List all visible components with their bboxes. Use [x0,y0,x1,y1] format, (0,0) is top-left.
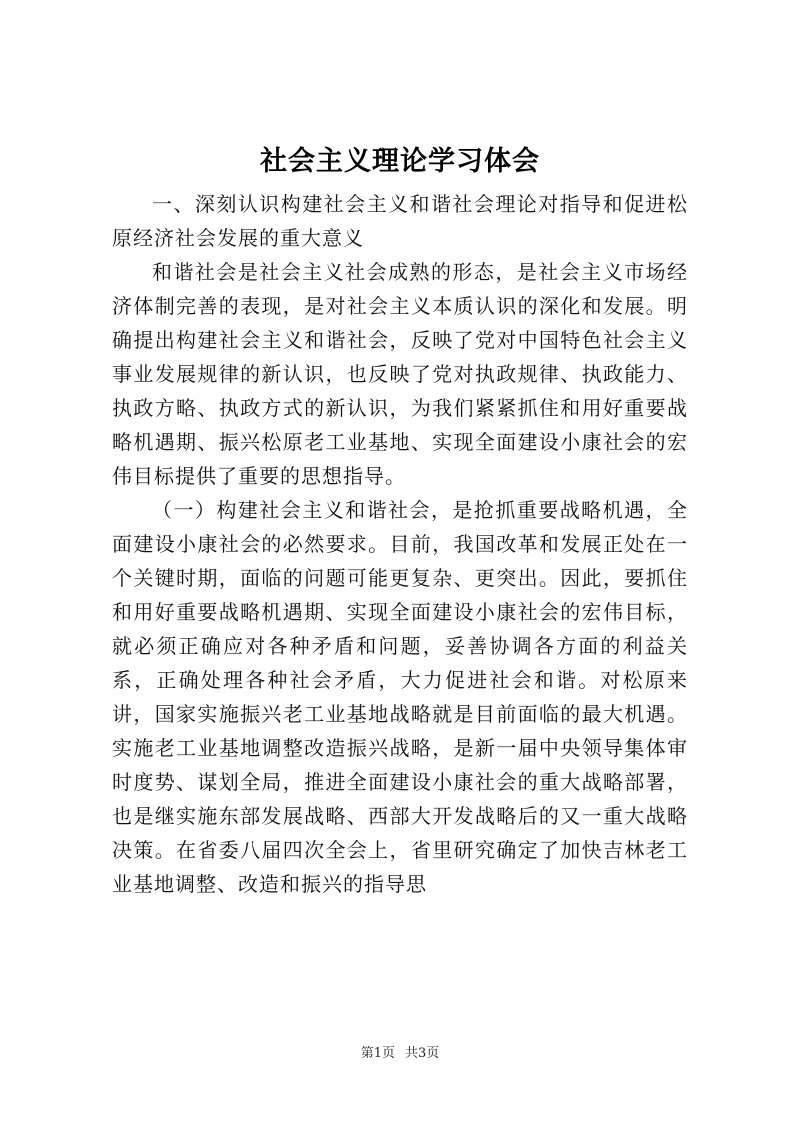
page-footer [0,1044,800,1064]
page-total: 共3页 [405,1046,440,1061]
document-body [112,187,688,901]
body-paragraph: 和谐社会是社会主义社会成熟的形态，是社会主义市场经济体制完善的表现，是对社会主义本质认识的深化和发展。明确提出构建社会主义和谐社会，反映了党对中国特色社会主义事业发展规律的新认识，也反映了党对执政规律、执政能力、执政方略、执政方式的新认识，为我们紧紧抓住和用好重要战略机遇期、振兴松原老工业基地、实现全面建设小康社会的宏伟目标提供了重要的思想指导。 [112,260,688,488]
section-heading: 一、深刻认识构建社会主义和谐社会理论对指导和促进松原经济社会发展的重大意义 [112,192,688,250]
document-title: 社会主义理论学习体会 [260,146,540,177]
page-number: 第1页 [360,1046,395,1061]
body-paragraph: （一）构建社会主义和谐社会，是抢抓重要战略机遇，全面建设小康社会的必然要求。目前，我国改革和发展正处在一个关键时期，面临的问题可能更复杂、更突出。因此，要抓住和用好重要战略机遇期、实现全面建设小康社会的宏伟目标，就必须正确应对各种矛盾和问题，妥善协调各方面的利益关系，正确处理各种社会矛盾，大力促进社会和谐。对松原来讲，国家实施振兴老工业基地战略就是目前面临的最大机遇。实施老工业基地调整改造振兴战略，是新一届中央领导集体审时度势、谋划全局，推进全面建设小康社会的重大战略部署，也是继实施东部发展战略、西部大开发战略后的又一重大战略决策。在省委八届四次全会上，省里研究确定了加快吉林老工业基地调整、改造和振兴的指导思 [112,498,688,896]
